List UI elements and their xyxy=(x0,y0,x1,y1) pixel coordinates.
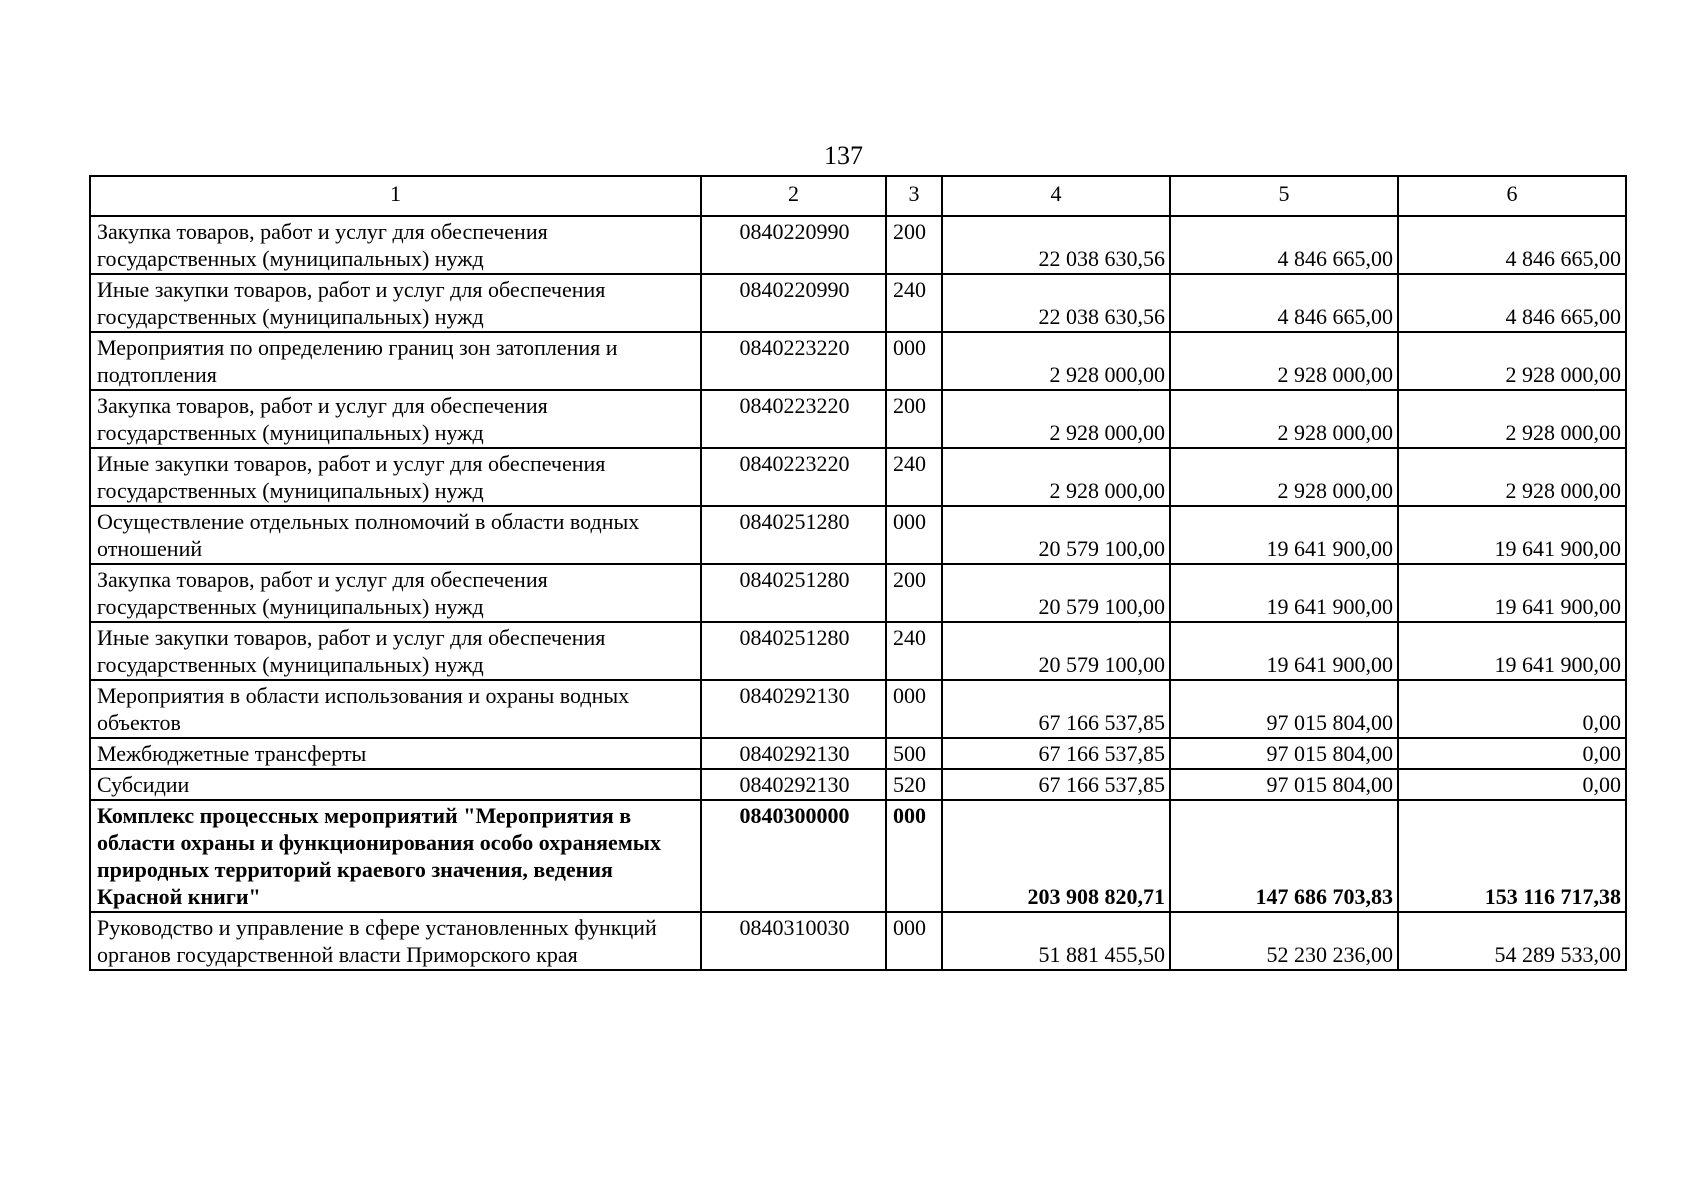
table-row xyxy=(90,390,1626,448)
row-code-cell: 0840251280 xyxy=(701,564,886,622)
table-row xyxy=(90,564,1626,622)
row-value-4-cell: 51 881 455,50 xyxy=(942,912,1170,970)
row-value-5-cell: 4 846 665,00 xyxy=(1170,274,1398,332)
column-header-5: 5 xyxy=(1170,176,1398,216)
row-name-cell: Межбюджетные трансферты xyxy=(90,738,701,769)
row-type-cell: 000 xyxy=(886,800,942,912)
row-value-4-cell: 203 908 820,71 xyxy=(942,800,1170,912)
row-type-cell: 000 xyxy=(886,332,942,390)
row-code-cell: 0840310030 xyxy=(701,912,886,970)
row-value-6-cell: 0,00 xyxy=(1398,769,1626,800)
row-code-cell: 0840223220 xyxy=(701,332,886,390)
row-value-4-cell: 20 579 100,00 xyxy=(942,622,1170,680)
row-code-cell: 0840251280 xyxy=(701,622,886,680)
row-value-5-cell: 19 641 900,00 xyxy=(1170,506,1398,564)
table-row xyxy=(90,738,1626,769)
row-value-6-cell: 4 846 665,00 xyxy=(1398,274,1626,332)
row-value-5-cell: 97 015 804,00 xyxy=(1170,769,1398,800)
row-value-5-cell: 97 015 804,00 xyxy=(1170,738,1398,769)
row-value-4-cell: 2 928 000,00 xyxy=(942,390,1170,448)
row-code-cell: 0840223220 xyxy=(701,390,886,448)
row-value-6-cell: 2 928 000,00 xyxy=(1398,390,1626,448)
row-name-cell: Субсидии xyxy=(90,769,701,800)
row-value-5-cell: 2 928 000,00 xyxy=(1170,448,1398,506)
table-row xyxy=(90,912,1626,970)
row-type-cell: 520 xyxy=(886,769,942,800)
table-header-row xyxy=(90,176,1626,216)
row-value-6-cell: 0,00 xyxy=(1398,680,1626,738)
budget-table xyxy=(89,175,1627,971)
row-value-6-cell: 19 641 900,00 xyxy=(1398,564,1626,622)
table-row xyxy=(90,506,1626,564)
row-type-cell: 000 xyxy=(886,680,942,738)
row-value-6-cell: 153 116 717,38 xyxy=(1398,800,1626,912)
column-header-2: 2 xyxy=(701,176,886,216)
row-code-cell: 0840251280 xyxy=(701,506,886,564)
row-value-5-cell: 52 230 236,00 xyxy=(1170,912,1398,970)
column-header-1: 1 xyxy=(90,176,701,216)
row-value-5-cell: 147 686 703,83 xyxy=(1170,800,1398,912)
row-code-cell: 0840300000 xyxy=(701,800,886,912)
row-value-6-cell: 54 289 533,00 xyxy=(1398,912,1626,970)
column-header-3: 3 xyxy=(886,176,942,216)
row-value-6-cell: 19 641 900,00 xyxy=(1398,506,1626,564)
row-code-cell: 0840220990 xyxy=(701,274,886,332)
row-name-cell: Мероприятия в области использования и охраны водных объектов xyxy=(90,680,701,738)
row-type-cell: 240 xyxy=(886,448,942,506)
row-name-cell: Закупка товаров, работ и услуг для обеспечения государственных (муниципальных) нужд xyxy=(90,390,701,448)
table-row xyxy=(90,332,1626,390)
row-type-cell: 000 xyxy=(886,912,942,970)
table-row xyxy=(90,680,1626,738)
row-name-cell: Иные закупки товаров, работ и услуг для обеспечения государственных (муниципальных) нужд xyxy=(90,622,701,680)
row-type-cell: 200 xyxy=(886,564,942,622)
row-value-4-cell: 22 038 630,56 xyxy=(942,216,1170,274)
row-value-6-cell: 4 846 665,00 xyxy=(1398,216,1626,274)
row-value-4-cell: 2 928 000,00 xyxy=(942,448,1170,506)
row-value-5-cell: 97 015 804,00 xyxy=(1170,680,1398,738)
column-header-4: 4 xyxy=(942,176,1170,216)
row-type-cell: 200 xyxy=(886,390,942,448)
row-type-cell: 200 xyxy=(886,216,942,274)
row-name-cell: Закупка товаров, работ и услуг для обеспечения государственных (муниципальных) нужд xyxy=(90,216,701,274)
table-row xyxy=(90,448,1626,506)
row-value-4-cell: 20 579 100,00 xyxy=(942,506,1170,564)
table-row xyxy=(90,800,1626,912)
row-code-cell: 0840223220 xyxy=(701,448,886,506)
row-type-cell: 500 xyxy=(886,738,942,769)
row-value-4-cell: 22 038 630,56 xyxy=(942,274,1170,332)
row-value-4-cell: 67 166 537,85 xyxy=(942,680,1170,738)
row-value-4-cell: 67 166 537,85 xyxy=(942,769,1170,800)
row-value-5-cell: 4 846 665,00 xyxy=(1170,216,1398,274)
row-value-4-cell: 20 579 100,00 xyxy=(942,564,1170,622)
row-name-cell: Иные закупки товаров, работ и услуг для обеспечения государственных (муниципальных) нужд xyxy=(90,448,701,506)
row-type-cell: 240 xyxy=(886,622,942,680)
table-row xyxy=(90,769,1626,800)
table-row xyxy=(90,216,1626,274)
row-value-4-cell: 67 166 537,85 xyxy=(942,738,1170,769)
row-type-cell: 240 xyxy=(886,274,942,332)
row-value-6-cell: 2 928 000,00 xyxy=(1398,448,1626,506)
page-number: 137 xyxy=(824,141,863,170)
row-name-cell: Закупка товаров, работ и услуг для обеспечения государственных (муниципальных) нужд xyxy=(90,564,701,622)
row-name-cell: Осуществление отдельных полномочий в области водных отношений xyxy=(90,506,701,564)
row-value-5-cell: 19 641 900,00 xyxy=(1170,622,1398,680)
row-value-4-cell: 2 928 000,00 xyxy=(942,332,1170,390)
row-code-cell: 0840220990 xyxy=(701,216,886,274)
row-name-cell: Комплекс процессных мероприятий "Мероприятия в области охраны и функционирования особо охраняемых природных территорий краевого значения, ведения Красной книги" xyxy=(90,800,701,912)
column-header-6: 6 xyxy=(1398,176,1626,216)
row-value-6-cell: 0,00 xyxy=(1398,738,1626,769)
row-value-6-cell: 19 641 900,00 xyxy=(1398,622,1626,680)
row-code-cell: 0840292130 xyxy=(701,738,886,769)
row-code-cell: 0840292130 xyxy=(701,769,886,800)
table-row xyxy=(90,622,1626,680)
row-name-cell: Иные закупки товаров, работ и услуг для обеспечения государственных (муниципальных) нужд xyxy=(90,274,701,332)
row-value-5-cell: 19 641 900,00 xyxy=(1170,564,1398,622)
row-type-cell: 000 xyxy=(886,506,942,564)
table-row xyxy=(90,274,1626,332)
row-value-6-cell: 2 928 000,00 xyxy=(1398,332,1626,390)
row-code-cell: 0840292130 xyxy=(701,680,886,738)
row-value-5-cell: 2 928 000,00 xyxy=(1170,390,1398,448)
row-name-cell: Мероприятия по определению границ зон затопления и подтопления xyxy=(90,332,701,390)
row-value-5-cell: 2 928 000,00 xyxy=(1170,332,1398,390)
row-name-cell: Руководство и управление в сфере установленных функций органов государственной власти Приморского края xyxy=(90,912,701,970)
